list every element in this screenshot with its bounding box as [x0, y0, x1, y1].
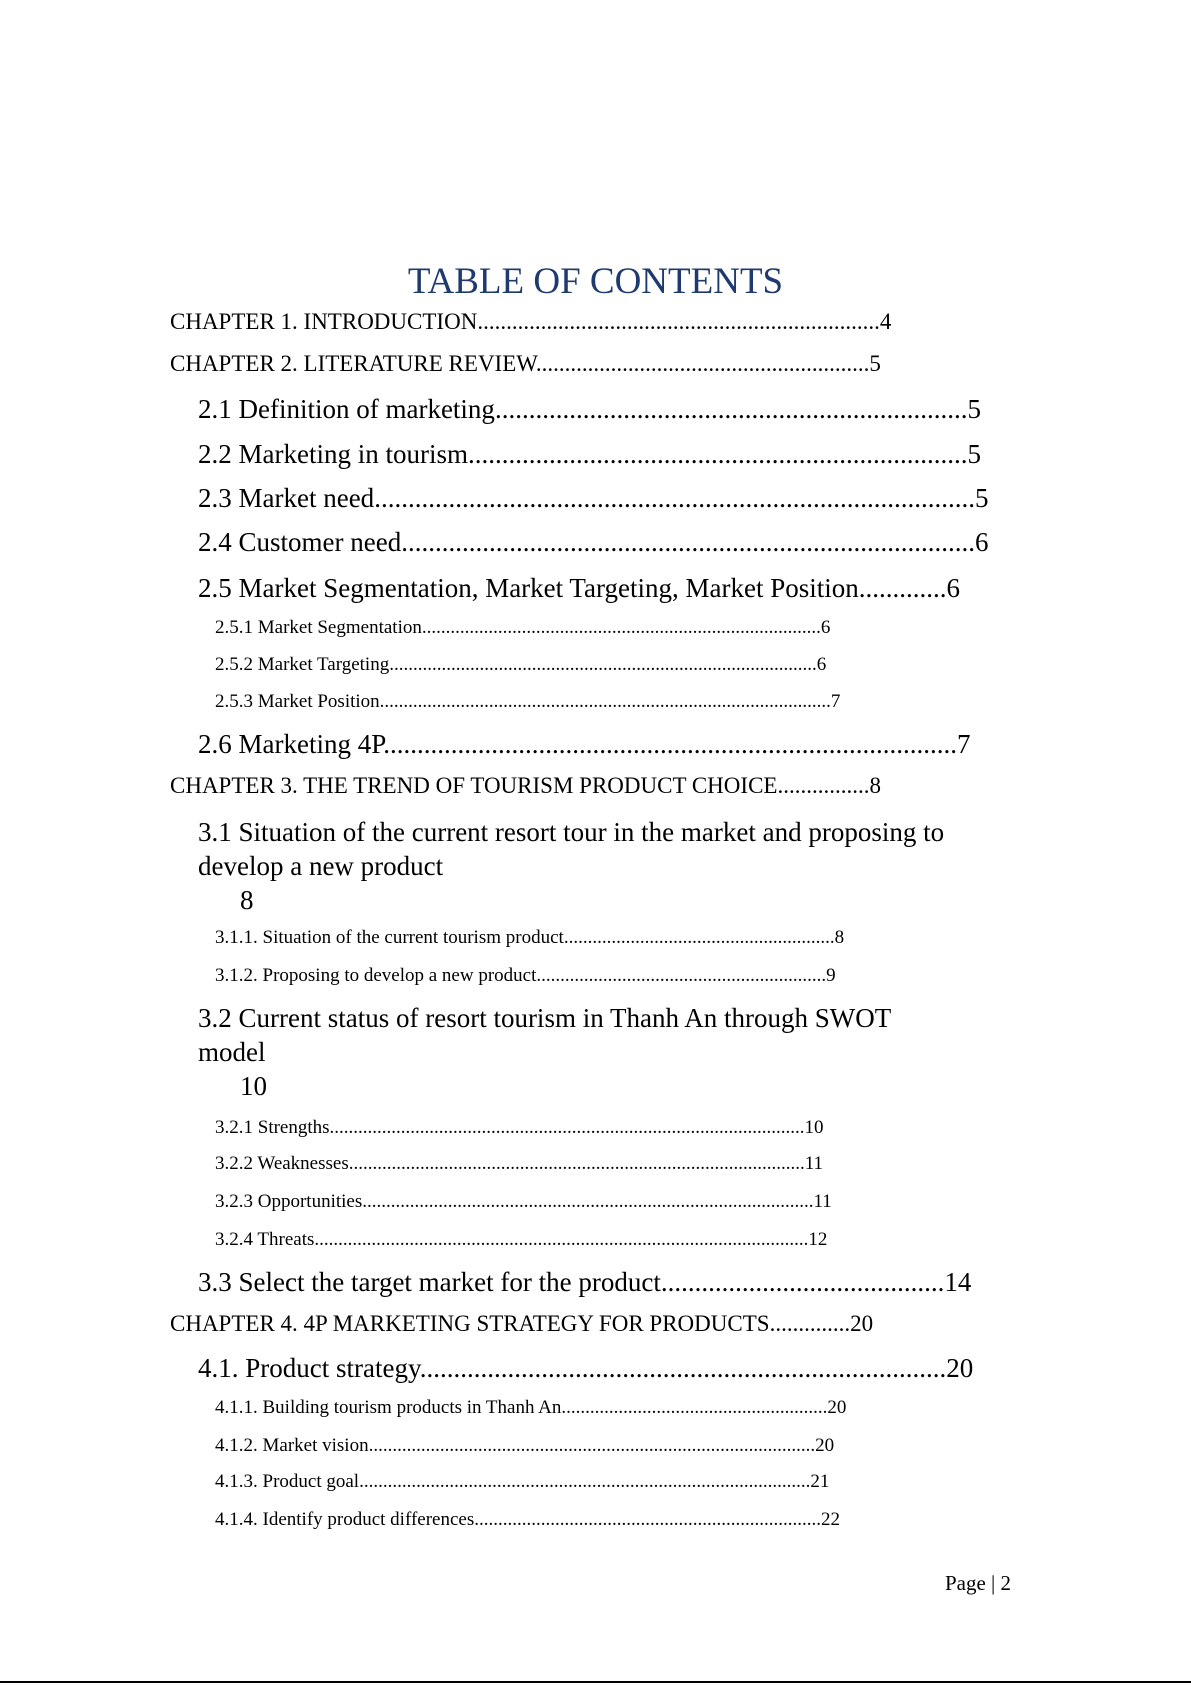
toc-leader-dots: ..............................................................................................: [368, 1435, 816, 1456]
toc-leader-dots: ....................................................................................: [421, 617, 821, 638]
toc-page-number: 20: [946, 1353, 974, 1383]
toc-entry-3-2[interactable]: [198, 1001, 928, 1103]
toc-page-number: 14: [944, 1267, 972, 1297]
toc-leader-dots: ......................................................................: [494, 394, 968, 424]
toc-entry-label: CHAPTER 3. THE TREND OF TOURISM PRODUCT CHOICE: [170, 773, 778, 798]
toc-entry-2-5-1[interactable]: [215, 616, 830, 640]
toc-page-number: 7: [830, 691, 841, 712]
toc-entry-label: 3.1 Situation of the current resort tour in the market and proposing to develop a new product: [198, 817, 945, 881]
toc-leader-dots: ..........................................................................................: [389, 654, 817, 675]
toc-page-number: 5: [869, 351, 881, 376]
toc-entry-3-2-2[interactable]: [215, 1152, 823, 1176]
toc-leader-dots: ......................................................................: [477, 309, 880, 334]
toc-entry-3-2-3[interactable]: [215, 1190, 832, 1214]
toc-leader-dots: ...............................................................................................: [359, 1471, 811, 1492]
toc-title: TABLE OF CONTENTS: [407, 261, 784, 302]
toc-entry-label: 4.1. Product strategy: [198, 1353, 420, 1383]
toc-entry-label: CHAPTER 4. 4P MARKETING STRATEGY FOR PRODUCTS: [170, 1311, 770, 1336]
toc-page-number: 6: [974, 527, 989, 557]
toc-leader-dots: .........................................................................................: [374, 483, 975, 513]
toc-entry-3-1-2[interactable]: [215, 964, 836, 988]
toc-entry-4-1-3[interactable]: [215, 1470, 829, 1494]
toc-leader-dots: .............: [858, 573, 947, 603]
toc-page-number: 8: [869, 773, 881, 798]
toc-page-number: 10: [240, 1071, 267, 1101]
toc-page-number: 5: [974, 483, 989, 513]
toc-entry-3-3[interactable]: [198, 1266, 971, 1298]
toc-entry-label: 3.3 Select the target market for the product: [198, 1267, 661, 1297]
toc-page-number: 11: [813, 1191, 832, 1212]
toc-entry-label: 3.1.2. Proposing to develop a new product: [215, 965, 537, 986]
toc-entry-2-2[interactable]: [198, 438, 981, 470]
toc-entry-2-5-3[interactable]: [215, 690, 840, 714]
toc-entry-label: 2.5.1 Market Segmentation: [215, 617, 422, 638]
toc-leader-dots: ..............: [769, 1311, 851, 1336]
toc-entry-label: 3.2.2 Weaknesses: [215, 1153, 349, 1174]
toc-entry-label: 2.5 Market Segmentation, Market Targeting, Market Position: [198, 573, 859, 603]
toc-entry-label: 4.1.2. Market vision: [215, 1435, 369, 1456]
toc-leader-dots: ..............................................................................: [419, 1353, 947, 1383]
toc-page-number: 5: [967, 439, 981, 469]
toc-entry-label: 2.5.3 Market Position: [215, 691, 380, 712]
toc-entry-2-1[interactable]: [198, 393, 981, 425]
toc-entry-label: CHAPTER 1. INTRODUCTION: [170, 309, 478, 334]
toc-entry-label: 3.1.1. Situation of the current tourism product: [215, 927, 564, 948]
toc-leader-dots: ........................................................................................................: [314, 1229, 809, 1250]
toc-entry-chapter-3[interactable]: [170, 772, 881, 800]
toc-leader-dots: ....................................................................................................: [329, 1117, 805, 1138]
toc-leader-dots: .........................................................................: [474, 1509, 821, 1530]
toc-page-number: 9: [826, 965, 836, 986]
toc-entry-label: 3.2.4 Threats: [215, 1229, 315, 1250]
toc-entry-2-3[interactable]: [198, 482, 988, 514]
toc-page-number: 8: [834, 927, 845, 948]
toc-entry-label: 2.5.2 Market Targeting: [215, 654, 390, 675]
toc-leader-dots: ..........................................................................: [467, 439, 968, 469]
toc-page-number: 20: [850, 1311, 874, 1336]
toc-entry-label: CHAPTER 2. LITERATURE REVIEW: [170, 351, 536, 376]
toc-leader-dots: ................: [777, 773, 870, 798]
toc-leader-dots: .............................................................: [536, 965, 827, 986]
toc-leader-dots: ................................................................................................: [348, 1153, 805, 1174]
toc-entry-2-6[interactable]: [198, 728, 971, 760]
toc-leader-dots: ...............................................................................................: [379, 691, 831, 712]
toc-page-number: 20: [827, 1397, 847, 1418]
toc-page-number: 4: [879, 309, 892, 334]
toc-page-number: 11: [804, 1153, 824, 1174]
toc-entry-label: 3.2 Current status of resort tourism in Thanh An through SWOT model: [198, 1003, 891, 1067]
toc-entry-3-1[interactable]: [198, 815, 988, 917]
toc-page-number: 7: [957, 729, 971, 759]
toc-entry-2-4[interactable]: [198, 526, 988, 558]
toc-leader-dots: ........................................................: [561, 1397, 828, 1418]
toc-page-number: 6: [946, 573, 960, 603]
page-footer: Page | 2: [944, 1571, 1011, 1595]
toc-page-number: 12: [808, 1229, 828, 1250]
toc-entry-label: 3.2.3 Opportunities: [215, 1191, 363, 1212]
toc-leader-dots: ...............................................................................................: [362, 1191, 814, 1212]
bottom-rule: [0, 1681, 1191, 1683]
toc-page-number: 22: [820, 1509, 840, 1530]
toc-page-number: 21: [810, 1471, 830, 1492]
toc-entry-4-1-1[interactable]: [215, 1396, 846, 1420]
toc-entry-label: 2.6 Marketing 4P: [198, 729, 384, 759]
toc-page-number: 6: [816, 654, 827, 675]
toc-entry-label: 2.3 Market need: [198, 483, 375, 513]
toc-entry-label: 4.1.3. Product goal: [215, 1471, 360, 1492]
toc-page-number: 6: [820, 617, 831, 638]
toc-entry-2-5[interactable]: [198, 572, 960, 604]
toc-leader-dots: ..........................................................: [535, 351, 870, 376]
toc-entry-chapter-1[interactable]: [170, 308, 891, 336]
toc-entry-label: 2.1 Definition of marketing: [198, 394, 495, 424]
toc-page-number: 5: [967, 394, 981, 424]
toc-entry-label: 4.1.1. Building tourism products in Thanh An: [215, 1397, 562, 1418]
toc-entry-3-2-4[interactable]: [215, 1228, 827, 1252]
toc-leader-dots: .....................................................................................: [383, 729, 957, 759]
toc-entry-3-2-1[interactable]: [215, 1116, 824, 1140]
toc-entry-label: 2.4 Customer need: [198, 527, 402, 557]
toc-leader-dots: .........................................................: [563, 927, 835, 948]
toc-leader-dots: ..........................................: [660, 1267, 945, 1297]
toc-entry-4-1[interactable]: [198, 1352, 973, 1384]
toc-entry-label: 3.2.1 Strengths: [215, 1117, 330, 1138]
toc-page-number: 8: [240, 885, 254, 915]
toc-entry-chapter-2[interactable]: [170, 350, 881, 378]
toc-page-number: 20: [815, 1435, 835, 1456]
toc-entry-4-1-4[interactable]: [215, 1508, 840, 1532]
toc-entry-2-5-2[interactable]: [215, 653, 826, 677]
toc-entry-4-1-2[interactable]: [215, 1434, 834, 1458]
toc-page-number: 10: [804, 1117, 824, 1138]
toc-entry-3-1-1[interactable]: [215, 926, 844, 950]
toc-entry-label: 4.1.4. Identify product differences: [215, 1509, 475, 1530]
toc-entry-chapter-4[interactable]: [170, 1310, 873, 1338]
toc-entry-label: 2.2 Marketing in tourism: [198, 439, 468, 469]
toc-leader-dots: .....................................................................................: [401, 527, 975, 557]
